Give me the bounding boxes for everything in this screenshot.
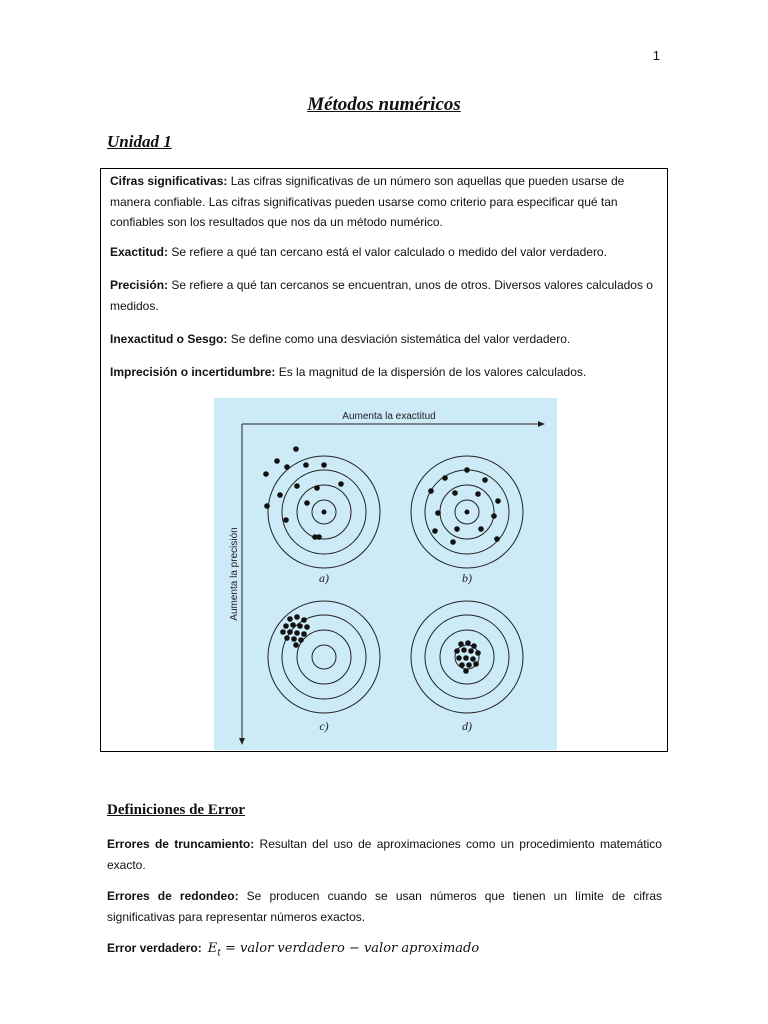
definition-text: Las cifras significativas de un número son aquellas que pueden usarse de manera confiable. Las cifras significativas pueden usarse como criterio para especificar qué tan confiables son los resultados que nos da un método numérico. bbox=[110, 174, 625, 229]
y-axis-label: Aumenta la precisión bbox=[229, 527, 240, 621]
hit-dot bbox=[294, 614, 300, 620]
hit-dot bbox=[464, 467, 470, 473]
hit-dot bbox=[463, 655, 469, 661]
hit-dot bbox=[435, 510, 441, 516]
hit-dot bbox=[473, 661, 479, 667]
target-center bbox=[322, 510, 327, 515]
panel-label-b: b) bbox=[462, 571, 472, 585]
hit-dot bbox=[287, 616, 293, 622]
hit-dot bbox=[303, 462, 309, 468]
unit-title: Unidad 1 bbox=[107, 132, 172, 151]
hit-dot bbox=[465, 640, 471, 646]
hit-dot bbox=[291, 636, 297, 642]
definition-term: Imprecisión o incertidumbre: bbox=[110, 365, 276, 379]
definition-text: Se producen cuando se usan números que tienen un límite de cifras significativas para representar números exactos. bbox=[107, 889, 662, 924]
definition-precision bbox=[110, 275, 662, 316]
definition-inexactitud bbox=[110, 329, 662, 350]
definition-text: Se define como una desviación sistemática del valor verdadero. bbox=[227, 332, 571, 346]
definition-term: Cifras significativas: bbox=[110, 174, 228, 188]
definition-term: Errores de truncamiento: bbox=[107, 837, 255, 851]
hit-dot bbox=[290, 622, 296, 628]
x-axis-label: Aumenta la exactitud bbox=[342, 411, 436, 422]
definition-term: Precisión: bbox=[110, 278, 169, 292]
hit-dot bbox=[452, 490, 458, 496]
error-definitions-heading: Definiciones de Error bbox=[107, 802, 246, 818]
hit-dot bbox=[475, 650, 481, 656]
hit-dot bbox=[442, 475, 448, 481]
hit-dot bbox=[321, 462, 327, 468]
hit-dot bbox=[478, 526, 484, 532]
hit-dot bbox=[294, 483, 300, 489]
hit-dot bbox=[428, 488, 434, 494]
hit-dot bbox=[432, 528, 438, 534]
hit-dot bbox=[297, 623, 303, 629]
hit-dot bbox=[293, 642, 299, 648]
hit-dot bbox=[280, 629, 286, 635]
definition-term: Exactitud: bbox=[110, 245, 169, 259]
hit-dot bbox=[495, 498, 501, 504]
formula-symbol: E bbox=[207, 941, 218, 956]
hit-dot bbox=[283, 517, 289, 523]
hit-dot bbox=[454, 526, 460, 532]
panel-label-a: a) bbox=[319, 571, 329, 585]
definition-text: Es la magnitud de la dispersión de los valores calculados. bbox=[275, 365, 587, 379]
hit-dot bbox=[338, 481, 344, 487]
hit-dot bbox=[454, 648, 460, 654]
definition-exactitud bbox=[110, 242, 662, 263]
hit-dot bbox=[298, 637, 304, 643]
page-number: 1 bbox=[652, 48, 660, 63]
hit-dot bbox=[494, 536, 500, 542]
hit-dot bbox=[475, 491, 481, 497]
hit-dot bbox=[461, 647, 467, 653]
hit-dot bbox=[468, 648, 474, 654]
accuracy-precision-figure bbox=[214, 398, 557, 750]
hit-dot bbox=[274, 458, 280, 464]
formula bbox=[207, 941, 480, 959]
hit-dot bbox=[450, 539, 456, 545]
document-title: Métodos numéricos bbox=[307, 94, 461, 115]
definition-term: Errores de redondeo: bbox=[107, 889, 239, 903]
panel-label-c: c) bbox=[319, 719, 329, 733]
hit-dot bbox=[459, 662, 465, 668]
hit-dot bbox=[287, 629, 293, 635]
hit-dot bbox=[263, 471, 269, 477]
definition-text: Se refiere a qué tan cercano está el valor calculado o medido del valor verdadero. bbox=[168, 245, 607, 259]
definition-term: Error verdadero: bbox=[107, 941, 202, 955]
hit-dot bbox=[466, 662, 472, 668]
hit-dot bbox=[314, 485, 320, 491]
hit-dot bbox=[316, 534, 322, 540]
panel-label-d: d) bbox=[462, 719, 472, 733]
hit-dot bbox=[301, 617, 307, 623]
definition-imprecision bbox=[110, 362, 662, 383]
true-error-formula bbox=[107, 938, 662, 964]
hit-dot bbox=[471, 643, 477, 649]
definition-term: Inexactitud o Sesgo: bbox=[110, 332, 228, 346]
definition-truncation-error bbox=[107, 834, 662, 875]
target-center bbox=[465, 510, 470, 515]
hit-dot bbox=[491, 513, 497, 519]
hit-dot bbox=[293, 446, 299, 452]
hit-dot bbox=[456, 655, 462, 661]
hit-dot bbox=[284, 464, 290, 470]
hit-dot bbox=[463, 668, 469, 674]
hit-dot bbox=[284, 635, 290, 641]
hit-dot bbox=[277, 492, 283, 498]
hit-dot bbox=[304, 500, 310, 506]
formula-expression: = valor verdadero − valor aproximado bbox=[220, 941, 480, 956]
hit-dot bbox=[264, 503, 270, 509]
hit-dot bbox=[458, 641, 464, 647]
hit-dot bbox=[304, 624, 310, 630]
definition-text: Se refiere a qué tan cercanos se encuentran, unos de otros. Diversos valores calculados o medidos. bbox=[110, 278, 653, 313]
hit-dot bbox=[470, 656, 476, 662]
definition-text: Resultan del uso de aproximaciones como un procedimiento matemático exacto. bbox=[107, 837, 662, 872]
hit-dot bbox=[283, 623, 289, 629]
formula-subscript: t bbox=[217, 948, 221, 959]
hit-dot bbox=[482, 477, 488, 483]
definition-rounding-error bbox=[107, 886, 662, 927]
definitions-box bbox=[100, 168, 668, 752]
hit-dot bbox=[294, 630, 300, 636]
definition-cifras-significativas bbox=[110, 171, 662, 233]
hit-dot bbox=[301, 631, 307, 637]
